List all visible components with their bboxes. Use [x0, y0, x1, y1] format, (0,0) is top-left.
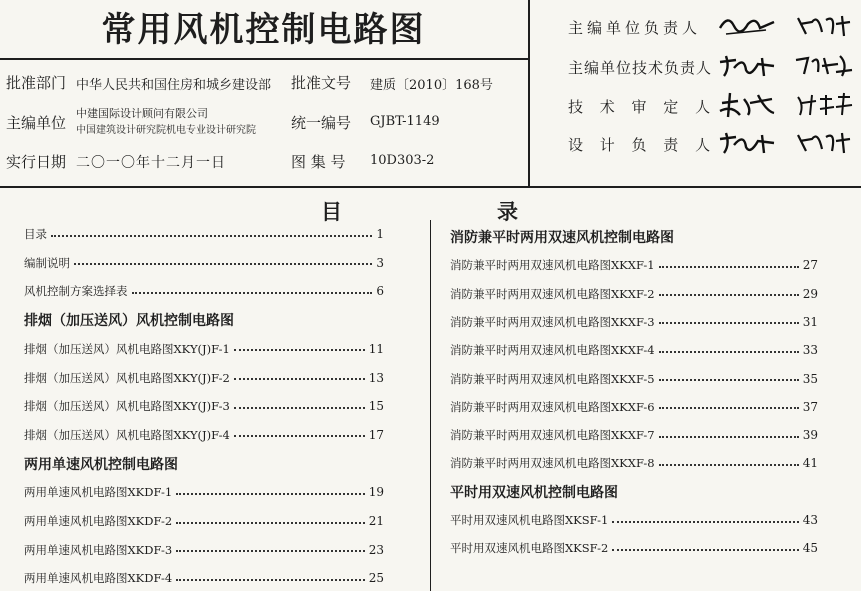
toc-heading-left: 目	[321, 200, 342, 224]
toc-entry-title: 两用单速风机电路图XKDF-3	[24, 542, 173, 557]
header-divider	[528, 0, 530, 188]
responsible-role: 主编单位负责人	[568, 19, 702, 37]
toc-entry-page: 29	[802, 286, 818, 301]
toc-dot-leader	[234, 434, 365, 437]
signature-image	[792, 10, 854, 40]
editor-value-line2: 中国建筑设计研究院机电专业设计研究院	[76, 125, 256, 136]
toc-entry-page: 23	[368, 542, 384, 557]
atlas-no-value: 10D303-2	[370, 153, 435, 168]
toc-entry-page: 3	[376, 255, 384, 270]
toc-entry-page: 43	[802, 513, 818, 527]
toc-entry-page: 21	[368, 514, 384, 528]
signature-image	[792, 89, 854, 119]
signature-image	[716, 127, 778, 157]
toc-column-divider	[430, 220, 431, 591]
signature-image	[792, 127, 854, 157]
signature-image	[716, 50, 778, 80]
toc-entry-page: 6	[376, 284, 384, 299]
toc-entry-page: 15	[368, 399, 384, 414]
toc-entry-page: 25	[368, 571, 384, 586]
toc-dot-leader	[176, 492, 365, 495]
toc-entry-title: 消防兼平时两用双速风机电路图XKXF-3	[450, 314, 655, 329]
toc-entry[interactable]	[24, 570, 384, 588]
effective-date-value: 二〇一〇年十二月一日	[76, 155, 226, 171]
toc-dot-leader	[176, 549, 365, 552]
toc-section-heading: 排烟（加压送风）风机控制电路图	[24, 313, 234, 330]
toc-dot-leader	[612, 548, 798, 551]
responsible-role: 设 计 负 责 人	[568, 136, 717, 154]
toc-dot-leader	[234, 406, 365, 409]
page-title: 常用风机控制电路图	[101, 10, 426, 50]
toc-entry-page: 35	[802, 371, 818, 386]
toc-entry[interactable]	[24, 255, 384, 273]
signature-image	[716, 10, 778, 40]
toc-entry[interactable]	[24, 542, 384, 560]
toc-dot-leader	[659, 350, 799, 353]
toc-entry-page: 41	[802, 456, 818, 471]
toc-entry-page: 39	[802, 428, 818, 443]
toc-dot-leader	[659, 321, 799, 324]
unified-no-label: 统一编号	[291, 114, 352, 132]
toc-dot-leader	[659, 463, 799, 466]
toc-heading-right: 录	[497, 200, 518, 224]
toc-entry-page: 31	[802, 314, 818, 329]
toc-dot-leader	[234, 377, 365, 380]
toc-entry[interactable]	[24, 398, 384, 416]
toc-entry[interactable]	[24, 427, 384, 445]
toc-entry[interactable]	[450, 399, 818, 417]
toc-entry[interactable]	[450, 512, 818, 530]
toc-entry[interactable]	[24, 283, 384, 301]
toc-entry-page: 33	[802, 343, 818, 358]
header-title-rule	[0, 58, 529, 60]
toc-entry-title: 平时用双速风机电路图XKSF-2	[450, 541, 609, 556]
toc-entry-page: 17	[368, 427, 384, 442]
toc-entry-title: 排烟（加压送风）风机电路图XKY(J)F-3	[24, 399, 230, 414]
toc-dot-leader	[176, 578, 365, 581]
toc-section-heading: 两用单速风机控制电路图	[24, 456, 178, 473]
responsible-role: 技 术 审 定 人	[568, 98, 717, 116]
toc-dot-leader	[659, 265, 799, 268]
toc-dot-leader	[234, 348, 365, 351]
toc-section-heading: 消防兼平时两用双速风机控制电路图	[450, 230, 674, 246]
toc-entry[interactable]	[24, 370, 384, 388]
toc-dot-leader	[659, 293, 799, 296]
toc-entry-title: 消防兼平时两用双速风机电路图XKXF-4	[450, 343, 655, 358]
toc-entry-title: 两用单速风机电路图XKDF-2	[24, 514, 173, 528]
toc-entry[interactable]	[24, 341, 384, 359]
toc-entry-title: 消防兼平时两用双速风机电路图XKXF-7	[450, 428, 655, 443]
toc-entry[interactable]	[450, 371, 818, 389]
toc-entry-title: 消防兼平时两用双速风机电路图XKXF-1	[450, 258, 655, 273]
toc-entry-page: 45	[802, 541, 818, 556]
signature-image	[792, 50, 854, 80]
toc-entry-title: 排烟（加压送风）风机电路图XKY(J)F-4	[24, 427, 230, 442]
toc-entry-page: 27	[802, 258, 818, 273]
toc-entry-page: 11	[368, 341, 384, 356]
header-bottom-rule	[0, 186, 861, 188]
toc-entry[interactable]	[24, 484, 384, 502]
toc-dot-leader	[659, 378, 799, 381]
toc-entry[interactable]	[450, 455, 818, 473]
toc-entry-page: 19	[368, 485, 384, 500]
toc-entry-page: 37	[802, 399, 818, 414]
toc-entry-title: 消防兼平时两用双速风机电路图XKXF-5	[450, 371, 655, 386]
toc-entry[interactable]	[450, 342, 818, 360]
toc-entry[interactable]	[24, 226, 384, 244]
signature-image	[716, 89, 778, 119]
toc-entry-page: 13	[368, 370, 384, 385]
toc-dot-leader	[132, 291, 373, 294]
toc-dot-leader	[176, 521, 365, 524]
atlas-no-label: 图 集 号	[291, 153, 346, 171]
toc-entry[interactable]	[450, 427, 818, 445]
toc-entry-title: 两用单速风机电路图XKDF-1	[24, 485, 173, 500]
toc-entry-title: 排烟（加压送风）风机电路图XKY(J)F-2	[24, 370, 230, 385]
toc-entry-title: 排烟（加压送风）风机电路图XKY(J)F-1	[24, 341, 230, 356]
toc-entry-title: 编制说明	[24, 255, 70, 270]
toc-dot-leader	[659, 406, 799, 409]
toc-entry-title: 风机控制方案选择表	[24, 284, 128, 299]
toc-entry-title: 目录	[24, 227, 47, 241]
toc-entry-title: 消防兼平时两用双速风机电路图XKXF-8	[450, 456, 655, 471]
approval-no-value: 建质〔2010〕168号	[370, 78, 493, 93]
toc-entry[interactable]	[450, 286, 818, 304]
editor-label: 主编单位	[6, 114, 67, 132]
toc-dot-leader	[612, 520, 798, 523]
approval-no-label: 批准文号	[291, 74, 352, 92]
toc-entry[interactable]	[450, 540, 818, 558]
unified-no-value: GJBT-1149	[370, 114, 440, 129]
toc-section-heading: 平时用双速风机控制电路图	[450, 484, 618, 501]
toc-dot-leader	[51, 234, 372, 237]
effective-date-label: 实行日期	[6, 153, 67, 171]
toc-dot-leader	[74, 262, 372, 265]
approved-by-value: 中华人民共和国住房和城乡建设部	[76, 78, 272, 93]
toc-entry-title: 两用单速风机电路图XKDF-4	[24, 571, 173, 586]
toc-entry-title: 消防兼平时两用双速风机电路图XKXF-2	[450, 286, 655, 301]
toc-entry-title: 消防兼平时两用双速风机电路图XKXF-6	[450, 399, 655, 414]
toc-dot-leader	[659, 435, 799, 438]
toc-entry[interactable]	[450, 257, 818, 275]
toc-entry[interactable]	[450, 314, 818, 332]
toc-entry[interactable]	[24, 513, 384, 531]
responsible-role: 主编单位技术负责人	[568, 59, 713, 77]
toc-entry-page: 1	[376, 227, 384, 241]
approved-by-label: 批准部门	[6, 74, 67, 92]
toc-entry-title: 平时用双速风机电路图XKSF-1	[450, 513, 609, 527]
editor-value-line1: 中建国际设计顾问有限公司	[76, 107, 208, 120]
